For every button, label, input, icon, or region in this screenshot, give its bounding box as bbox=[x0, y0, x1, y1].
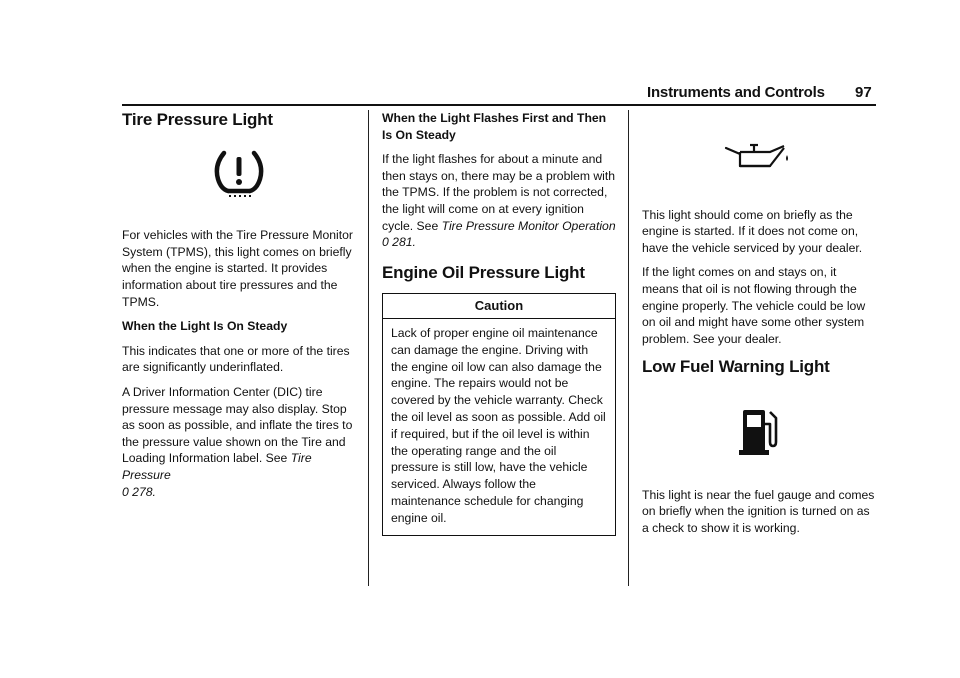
tire-pressure-intro: For vehicles with the Tire Pressure Monitor System (TPMS), this light comes on briefly when the engine is started. It provides information about tire pressures and the TPMS. bbox=[122, 228, 353, 309]
header-rule bbox=[122, 104, 876, 106]
column-2 bbox=[382, 110, 616, 536]
flashes-ref-page[interactable]: 281 bbox=[392, 235, 413, 250]
dic-ref-page[interactable]: 278 bbox=[132, 484, 153, 499]
dic-paragraph bbox=[122, 384, 356, 500]
column-1 bbox=[122, 110, 356, 508]
flashes-text: If the light flashes for about a minute and then stays on, there may be a problem with the TPMS. If the problem is not corrected, the light will come on at every ignition cycle. See bbox=[382, 152, 616, 233]
caution-box bbox=[382, 293, 616, 535]
page-number: 97 bbox=[855, 84, 872, 101]
low-fuel-heading: Low Fuel Warning Light bbox=[642, 357, 830, 377]
flashes-end: . bbox=[412, 235, 416, 250]
page-ref-icon: 0 bbox=[122, 484, 129, 499]
column-divider bbox=[628, 110, 629, 586]
column-divider bbox=[368, 110, 369, 586]
caution-text: Lack of proper engine oil maintenance can damage the engine. Driving with the engine oil low can also damage the engine. The repairs would not be covered by the vehicle warranty. Check the oil level as soon as possible. Add oil if required, but if the oil level is within the operating range and the oil pressure is still low, have the vehicle serviced. Always follow the maintenance schedule for changing engine oil. bbox=[391, 325, 606, 525]
column-3 bbox=[642, 110, 876, 544]
fuel-pump-icon bbox=[642, 404, 876, 461]
tire-pressure-heading: Tire Pressure Light bbox=[122, 110, 273, 129]
low-fuel-text: This light is near the fuel gauge and comes on briefly when the ignition is turned on as a check to show it is working. bbox=[642, 487, 875, 535]
flashes-ref[interactable]: Tire Pressure Monitor Operation bbox=[441, 218, 616, 233]
dic-text: A Driver Information Center (DIC) tire pressure message may also display. Stop as soon as possible, and inflate the tires to the pressure value shown on the Tire and Loading Information label. See bbox=[122, 384, 353, 466]
caution-title: Caution bbox=[383, 294, 615, 319]
dic-ref[interactable]: Tire Pressure bbox=[122, 451, 312, 482]
flashes-paragraph bbox=[382, 151, 616, 251]
section-title: Instruments and Controls bbox=[647, 84, 825, 101]
oil-can-icon bbox=[642, 142, 876, 173]
oil-text-1: This light should come on briefly as the engine is started. If it does not come on, have the vehicle serviced by your dealer. bbox=[642, 207, 863, 255]
steady-heading: When the Light Is On Steady bbox=[122, 319, 288, 334]
oil-text-2: If the light comes on and stays on, it means that oil is not flowing through the engine properly. The vehicle could be low on oil and might have some other system problem. See your dealer. bbox=[642, 265, 866, 346]
page-ref-icon: 0 bbox=[382, 235, 389, 250]
steady-text: This indicates that one or more of the tires are significantly underinflated. bbox=[122, 343, 350, 375]
flashes-heading: When the Light Flashes First and Then Is On Steady bbox=[382, 111, 607, 142]
oil-pressure-heading: Engine Oil Pressure Light bbox=[382, 262, 585, 282]
tire-pressure-warning-icon bbox=[122, 149, 356, 202]
dic-end: . bbox=[152, 484, 156, 499]
